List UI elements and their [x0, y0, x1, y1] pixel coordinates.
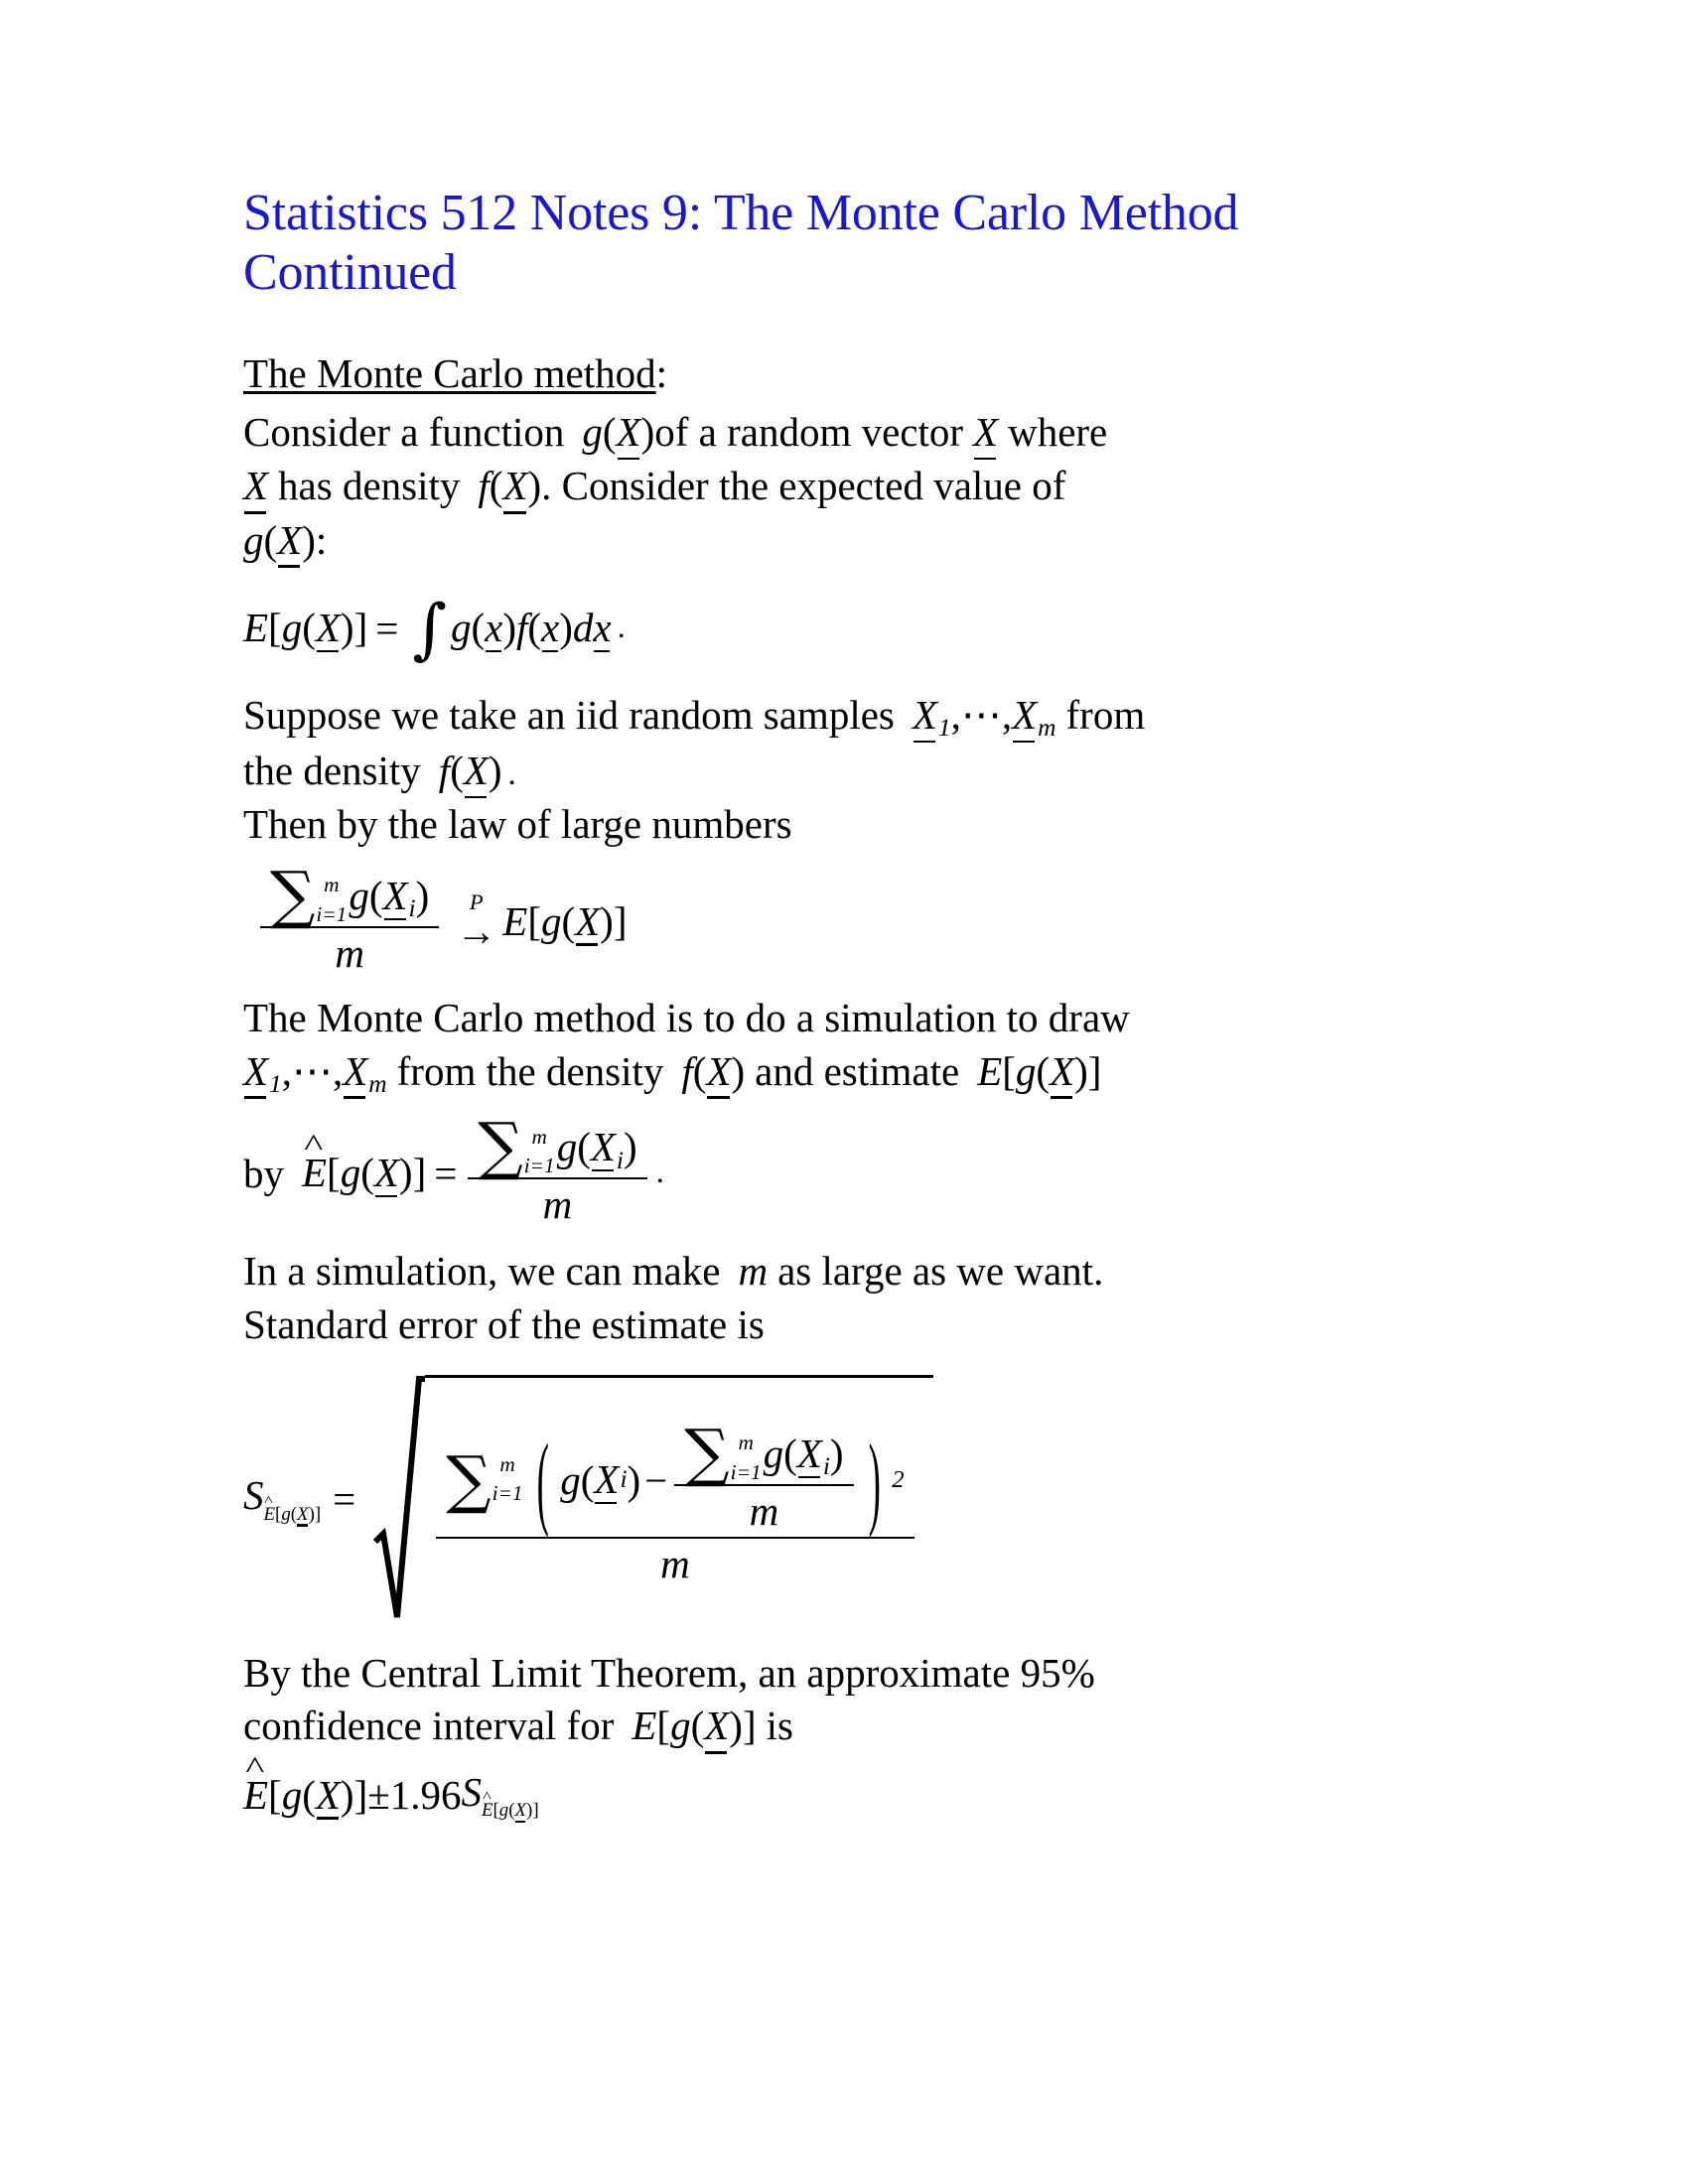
- text-has-density: has density: [278, 463, 461, 509]
- math-m: m: [738, 1248, 769, 1295]
- math-f-of-X-4: f(X): [681, 1048, 745, 1094]
- math-vector-X: X: [973, 406, 998, 460]
- big-paren-open: (: [536, 1421, 549, 1539]
- text-mc-simulation: The Monte Carlo method is to do a simulation to draw: [243, 995, 1130, 1041]
- square-root-expression: [373, 1375, 932, 1623]
- integral-icon: ∫: [412, 589, 447, 667]
- big-paren-close: ): [868, 1421, 881, 1539]
- math-sum-numerator: ∑ m i=1 g(Xi): [270, 857, 430, 931]
- math-E-g-X-limit: E[g(X)]: [502, 897, 628, 944]
- math-g-of-X-2: g(X): [243, 517, 316, 563]
- text-of-a-random-vector: of a random vector: [654, 408, 964, 455]
- sum-icon: ∑: [270, 857, 316, 931]
- math-f-of-X-3: f(X): [439, 748, 502, 793]
- math-S-ci-sub-label: ^ E[g(X)]: [482, 1800, 539, 1823]
- text-as-large-as-we-want: as large as we want.: [777, 1248, 1104, 1295]
- math-plus-minus: ±: [367, 1772, 390, 1819]
- radical-sign-icon: [373, 1375, 425, 1623]
- paragraph-suppose-line1: [243, 689, 1445, 745]
- text-is: is: [766, 1703, 793, 1749]
- paragraph-consider-line1: [243, 406, 1445, 460]
- math-sample-list: X1,⋯,Xm: [913, 692, 1056, 738]
- paragraph-lln-intro: [243, 798, 1445, 851]
- math-inner-denominator: m: [749, 1488, 779, 1535]
- fraction-sum-over-m: [260, 857, 439, 979]
- paragraph-mc-method-line2: [243, 1045, 1445, 1101]
- math-S-sub-label: ^ E[g(X)]: [264, 1504, 322, 1527]
- text-standard-error: Standard error of the estimate is: [243, 1300, 765, 1347]
- math-period-3: .: [655, 1155, 664, 1191]
- math-outer-denominator: m: [660, 1541, 690, 1587]
- math-E-g-X-target: E[g(X)]: [977, 1048, 1101, 1094]
- math-inner-sum: ∑ m i=1 g(Xi): [684, 1415, 844, 1489]
- section-heading-colon: :: [655, 349, 668, 396]
- fraction-inner-mean: [674, 1415, 853, 1537]
- paragraph-consider-line2: [243, 460, 1445, 513]
- convergence-in-probability-arrow: P →: [456, 888, 497, 955]
- paragraph-clt-line1: [243, 1647, 1445, 1700]
- text-confidence-interval-for: confidence interval for: [243, 1703, 615, 1749]
- document-content: [243, 184, 1445, 1833]
- paragraph-mc-method-line1: [243, 992, 1445, 1044]
- text-and-estimate: and estimate: [755, 1047, 960, 1094]
- text-the-density: the density: [243, 747, 421, 793]
- text-then-by-lln: Then by the law of large numbers: [243, 801, 792, 848]
- equation-expectation-integral: [243, 590, 1445, 667]
- text-consider-a-function: Consider a function: [243, 408, 565, 455]
- math-variance-numerator: ∑ m i=1 ( g ( X i ) − ∑ m i=1 g(Xi) m ) 2: [446, 1424, 904, 1537]
- equation-estimator: [243, 1108, 1445, 1230]
- math-denominator-m-2: m: [542, 1181, 573, 1228]
- radical-content: [425, 1375, 932, 1623]
- text-colon: :: [315, 516, 328, 563]
- paragraph-clt-line2: [243, 1700, 1445, 1753]
- math-1-96: 1.96: [389, 1772, 462, 1819]
- fraction-estimator: [468, 1108, 646, 1230]
- math-denominator-m: m: [335, 930, 364, 977]
- text-by: by: [243, 1150, 284, 1196]
- fraction-variance: [436, 1415, 914, 1589]
- math-period-2: .: [507, 755, 516, 792]
- math-sum-numerator-2: ∑ m i=1 g(Xi): [478, 1108, 637, 1182]
- math-equals-3: =: [333, 1476, 356, 1523]
- text-clt: By the Central Limit Theorem, an approximate 95%: [243, 1650, 1095, 1697]
- text-from: from: [1065, 691, 1146, 738]
- math-sample-list-2: X1,⋯,Xm: [243, 1048, 387, 1094]
- paragraph-consider-line3: [243, 514, 1445, 568]
- math-f-of-X: f(X): [478, 463, 541, 508]
- equation-law-of-large-numbers: [243, 857, 1445, 979]
- page-title: [243, 184, 1445, 304]
- math-g-of-X: g(X): [582, 409, 654, 455]
- paragraph-simulation-line1: [243, 1245, 1445, 1297]
- text-suppose-iid: Suppose we take an iid random samples: [243, 691, 895, 738]
- sum-icon-4: ∑: [684, 1415, 730, 1489]
- math-vector-X-2: X: [243, 460, 268, 513]
- section-heading-label: The Monte Carlo method: [243, 349, 656, 396]
- equation-confidence-interval: [243, 1768, 1445, 1823]
- text-consider-expected-value: . Consider the expected value of: [541, 463, 1066, 509]
- paragraph-suppose-line2: [243, 745, 1445, 798]
- title-line-1: Statistics 512 Notes 9: The Monte Carlo Method: [243, 185, 1239, 241]
- math-equals: =: [375, 605, 399, 651]
- math-integrand: g(x)f(x)dx: [450, 605, 612, 651]
- math-S-ci: S^ E[g(X)]: [461, 1768, 538, 1823]
- text-in-a-simulation: In a simulation, we can make: [243, 1248, 721, 1295]
- math-equals-2: =: [434, 1150, 458, 1196]
- math-E-hat-bracket: ^ E[g(X)]: [302, 1149, 426, 1197]
- math-period: .: [617, 610, 626, 646]
- math-power-2: 2: [892, 1465, 905, 1493]
- sum-icon-2: ∑: [478, 1108, 523, 1182]
- title-line-2: Continued: [243, 244, 457, 302]
- math-E-bracket: E[g(X)]: [243, 605, 368, 651]
- math-S-subscript: S^ E[g(X)]: [243, 1471, 321, 1526]
- math-E-hat-ci: ^ E[g(X)]: [243, 1771, 367, 1820]
- section-heading: [243, 347, 1445, 400]
- equation-standard-error: [243, 1375, 1445, 1623]
- math-E-g-X-ci: E[g(X)]: [632, 1703, 756, 1748]
- math-minus: −: [644, 1456, 668, 1503]
- text-where: where: [1008, 408, 1108, 455]
- paragraph-simulation-line2: [243, 1298, 1445, 1351]
- text-from-the-density: from the density: [396, 1047, 664, 1094]
- sum-icon-3: ∑: [446, 1441, 492, 1516]
